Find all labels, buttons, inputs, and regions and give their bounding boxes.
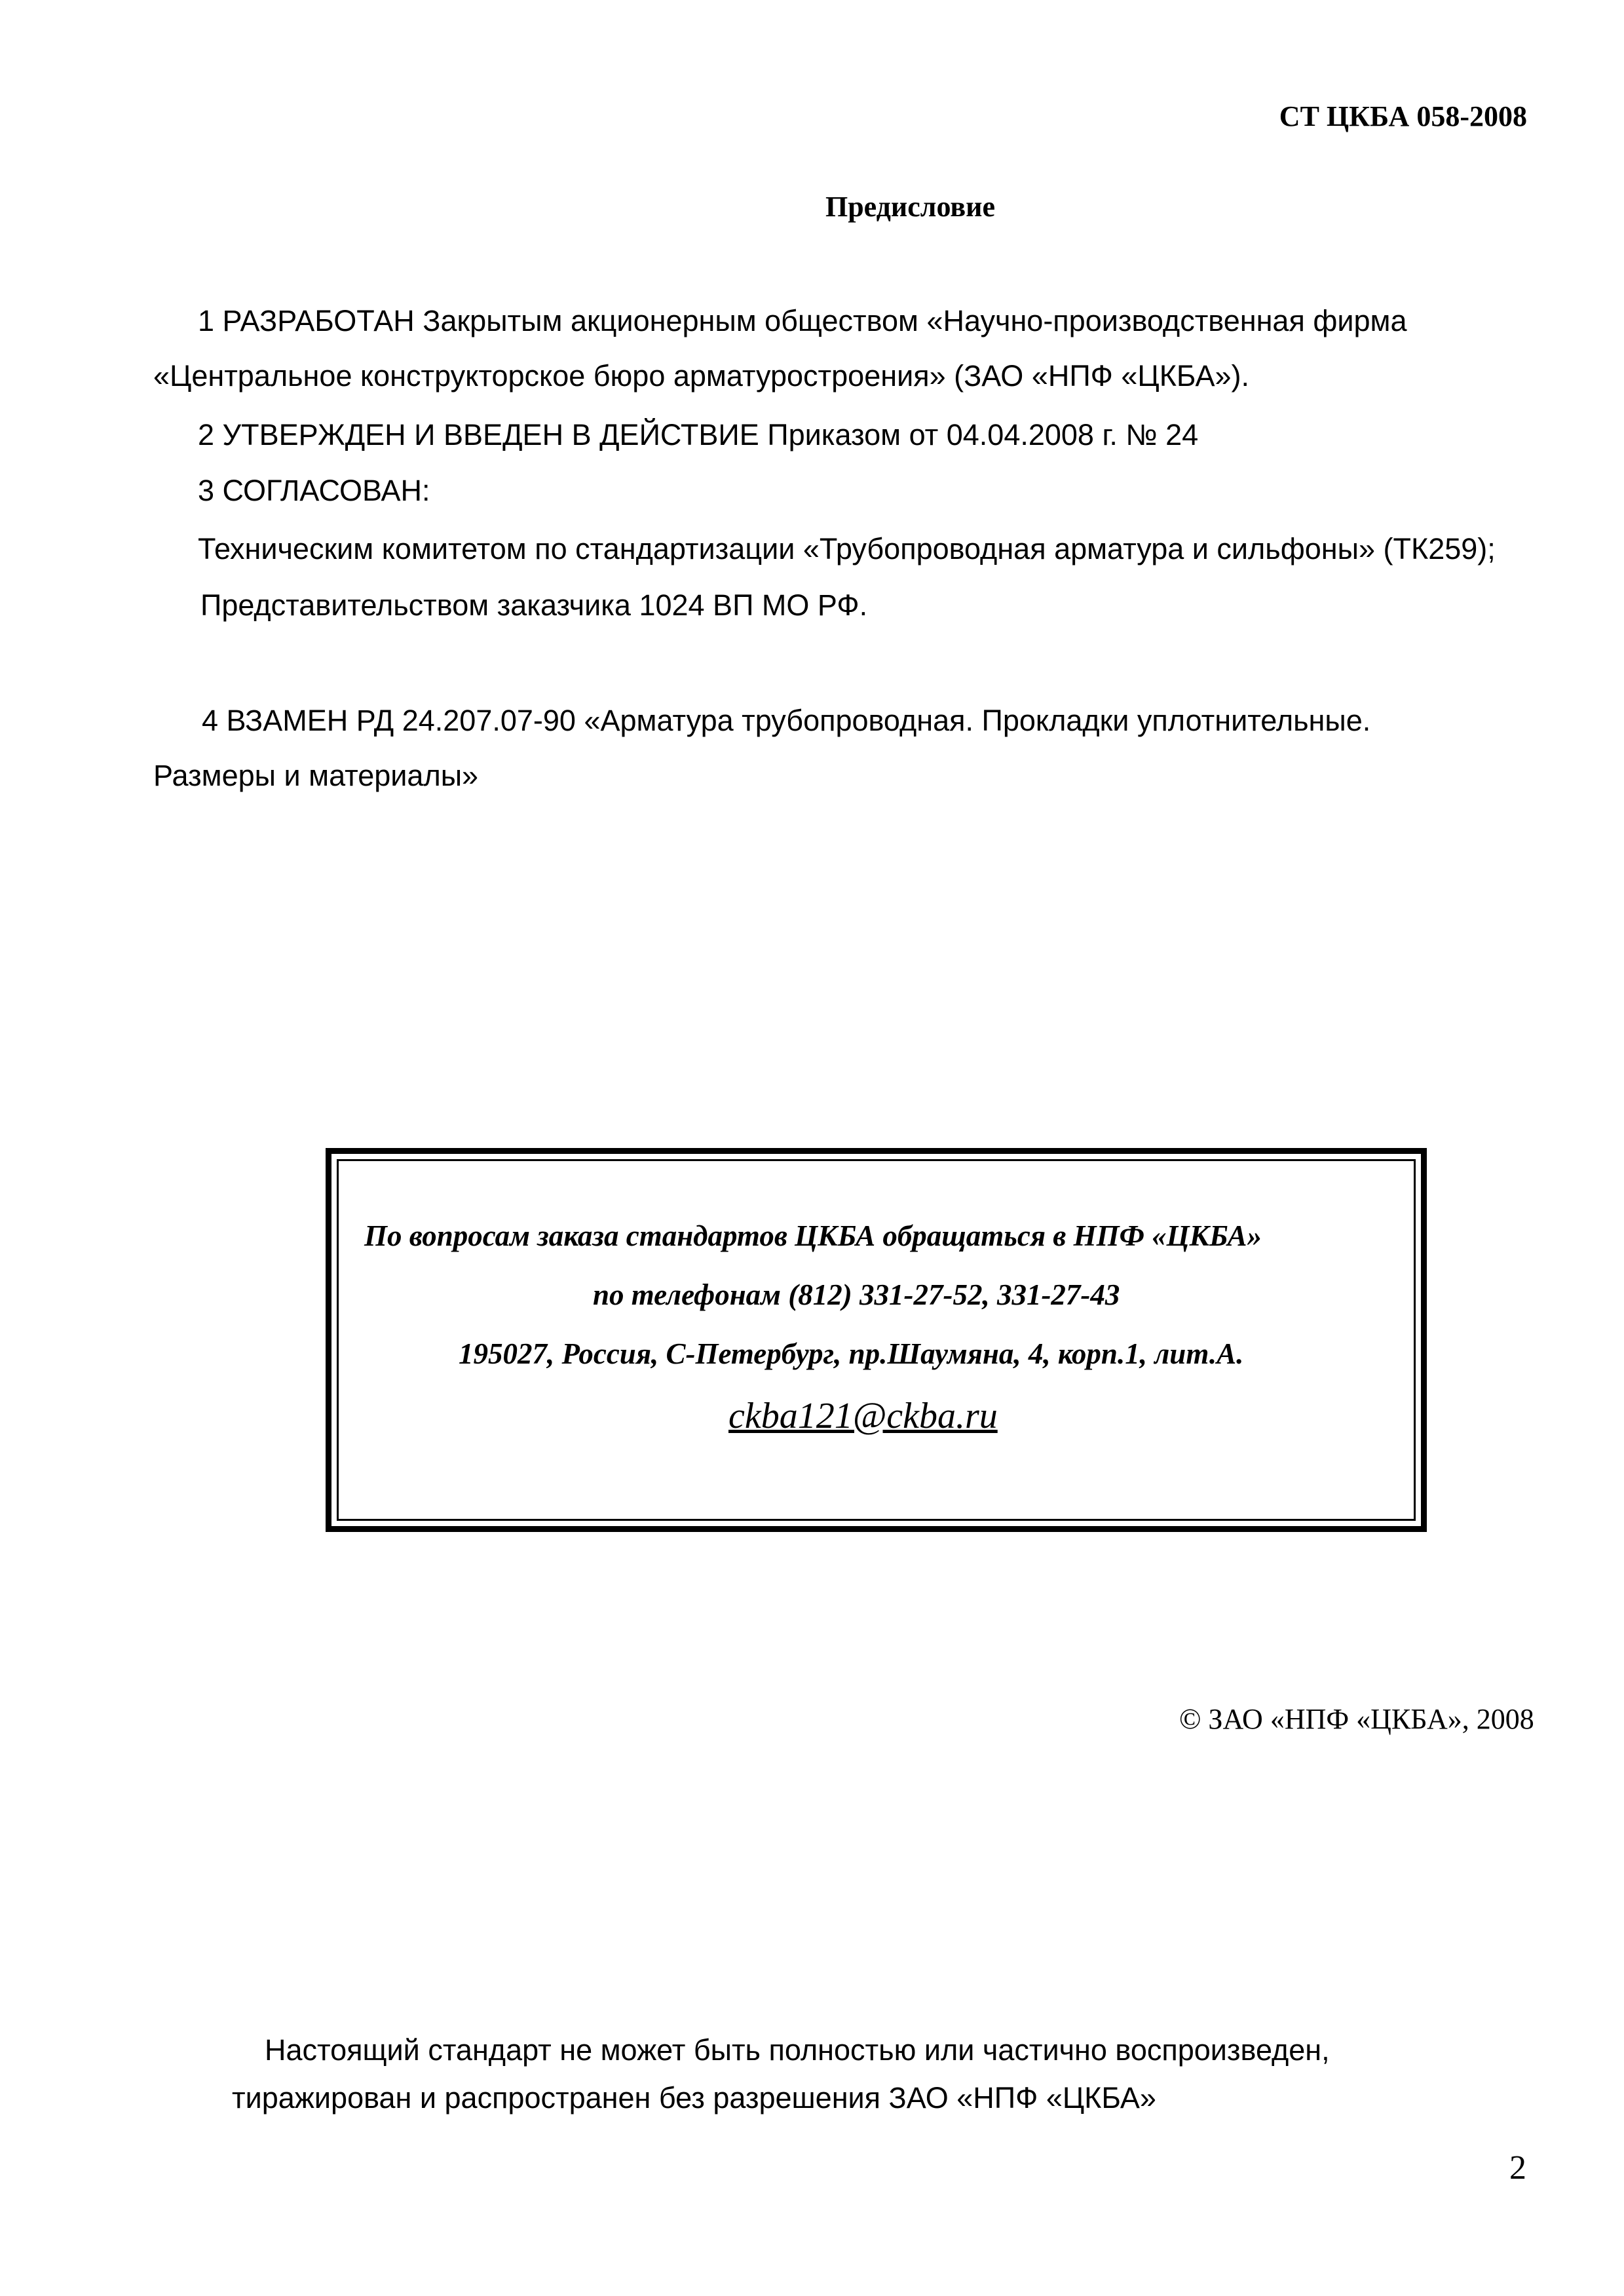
item3-title: 3 СОГЛАСОВАН: [198,474,430,507]
document-code: СТ ЦКБА 058-2008 [1279,100,1527,132]
item4-line2: Размеры и материалы» [153,759,479,792]
notice-line2: тиражирован и распространен без разрешения ЗАО «НПФ «ЦКБА» [232,2081,1156,2114]
item1-line2: «Центральное конструкторское бюро арматуростроения» (ЗАО «НПФ «ЦКБА»). [153,359,1249,392]
notice-line1: Настоящий стандарт не может быть полностью или частично воспроизведен, [265,2033,1330,2067]
item2: 2 УТВЕРЖДЕН И ВВЕДЕН В ДЕЙСТВИЕ Приказом от 04.04.2008 г. № 24 [198,418,1199,451]
contact-email-link[interactable]: ckba121@ckba.ru [728,1396,998,1436]
item4-line1: 4 ВЗАМЕН РД 24.207.07-90 «Арматура трубопроводная. Прокладки уплотнительные. [202,704,1371,737]
page-number: 2 [1509,2149,1526,2187]
item1-line1: 1 РАЗРАБОТАН Закрытым акционерным обществом «Научно-производственная фирма [198,304,1407,337]
contact-line-orders: По вопросам заказа стандартов ЦКБА обращаться в НПФ «ЦКБА» [364,1219,1262,1252]
contact-line-address: 195027, Россия, С-Петербург, пр.Шаумяна, 4, корп.1, лит.А. [459,1337,1244,1370]
contact-line-phones: по телефонам (812) 331-27-52, 331-27-43 [593,1278,1120,1311]
item3-line1: Техническим комитетом по стандартизации «Трубопроводная арматура и сильфоны» (ТК259); [198,532,1496,565]
item3-line2: Представительством заказчика 1024 ВП МО РФ. [200,588,868,622]
foreword-title: Предисловие [825,191,995,223]
copyright: © ЗАО «НПФ «ЦКБА», 2008 [1179,1703,1534,1735]
